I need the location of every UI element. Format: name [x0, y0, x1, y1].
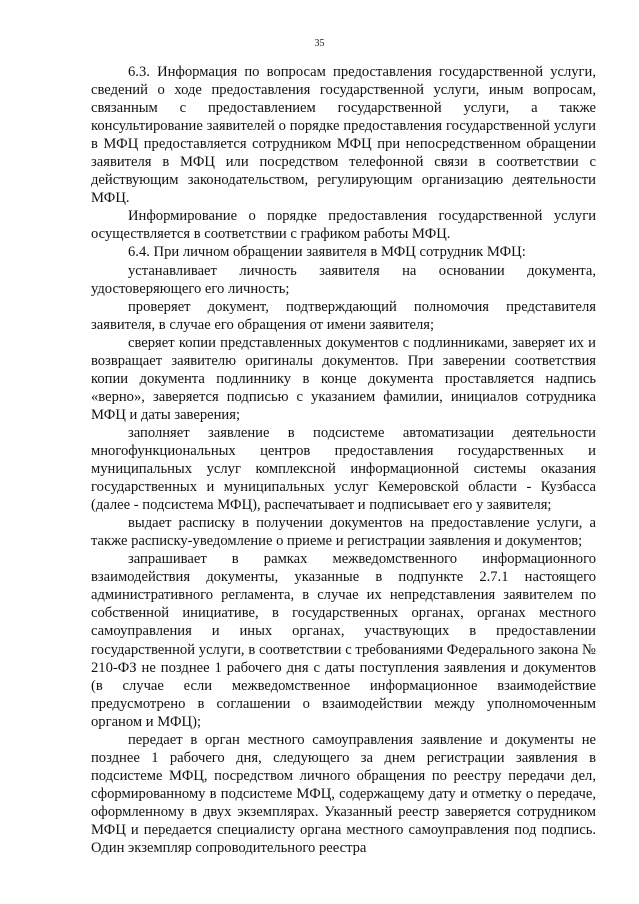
paragraph-interagency-request: запрашивает в рамках межведомственного информационного взаимодействия документы, указанные в подпункте 2.7.1 настоящего административного регламента, в случае их непредставления заявителем по собственной инициативе, в государственных органах, органах местного самоуправления и иных органах, участвующих в предоставлении государственной услуги, в соответствии с требованиями Федерального закона № 210-ФЗ не позднее 1 рабочего дня с даты поступления заявления и документов (в случае если межведомственное информационное взаимодействие предусмотрено в соглашении о взаимодействии между уполномоченным органом и МФЦ); [91, 551, 596, 730]
paragraph-identity-check: устанавливает личность заявителя на основании документа, удостоверяющего его личность; [91, 262, 596, 297]
paragraph-copies-verification: сверяет копии представленных документов с подлинниками, заверяет их и возвращает заявителю оригиналы документов. При заверении соответствия копии документа подлиннику в конце документа проставляется надпись «верно», заверяется подписью с указанием фамилии, инициалов сотрудника МФЦ и даты заверения; [91, 334, 596, 423]
page-number: 35 [314, 38, 325, 49]
paragraph-6-4: 6.4. При личном обращении заявителя в МФЦ сотрудник МФЦ: [128, 244, 526, 261]
paragraph-receipt-issue: выдает расписку в получении документов на предоставление услуги, а также расписку-уведомление о приеме и регистрации заявления и документов; [91, 515, 596, 550]
paragraph-informing-schedule: Информирование о порядке предоставления государственной услуги осуществляется в соответствии с графиком работы МФЦ. [91, 208, 596, 243]
document-body [91, 63, 596, 857]
paragraph-documents-transfer: передает в орган местного самоуправления заявление и документы не позднее 1 рабочего дня, следующего за днем регистрации заявления в подсистеме МФЦ, посредством личного обращения по реестру передачи дел, сформированному в подсистеме МФЦ, содержащему дату и отметку о передаче, оформленному в двух экземплярах. Указанный реестр заверяется сотрудником МФЦ и передается специалисту органа местного самоуправления под подпись. Один экземпляр сопроводительного реестра [91, 731, 596, 857]
paragraph-6-3: 6.3. Информация по вопросам предоставления государственной услуги, сведений о ходе предоставления государственной услуги, иным вопросам, связанным с предоставлением государственной услуги, а также консультирование заявителей о порядке предоставления государственной услуги в МФЦ предоставляется сотрудником МФЦ при непосредственном обращении заявителя в МФЦ или посредством телефонной связи в соответствии с действующим законодательством, регулирующим организацию деятельности МФЦ. [91, 64, 596, 207]
paragraph-application-filling: заполняет заявление в подсистеме автоматизации деятельности многофункциональных центров предоставления государственных и муниципальных услуг комплексной информационной системы оказания государственных и муниципальных услуг Кемеровской области - Кузбасса (далее - подсистема МФЦ), распечатывает и подписывает его у заявителя; [91, 424, 596, 514]
paragraph-authority-check: проверяет документ, подтверждающий полномочия представителя заявителя, в случае его обращения от имени заявителя; [91, 298, 596, 333]
